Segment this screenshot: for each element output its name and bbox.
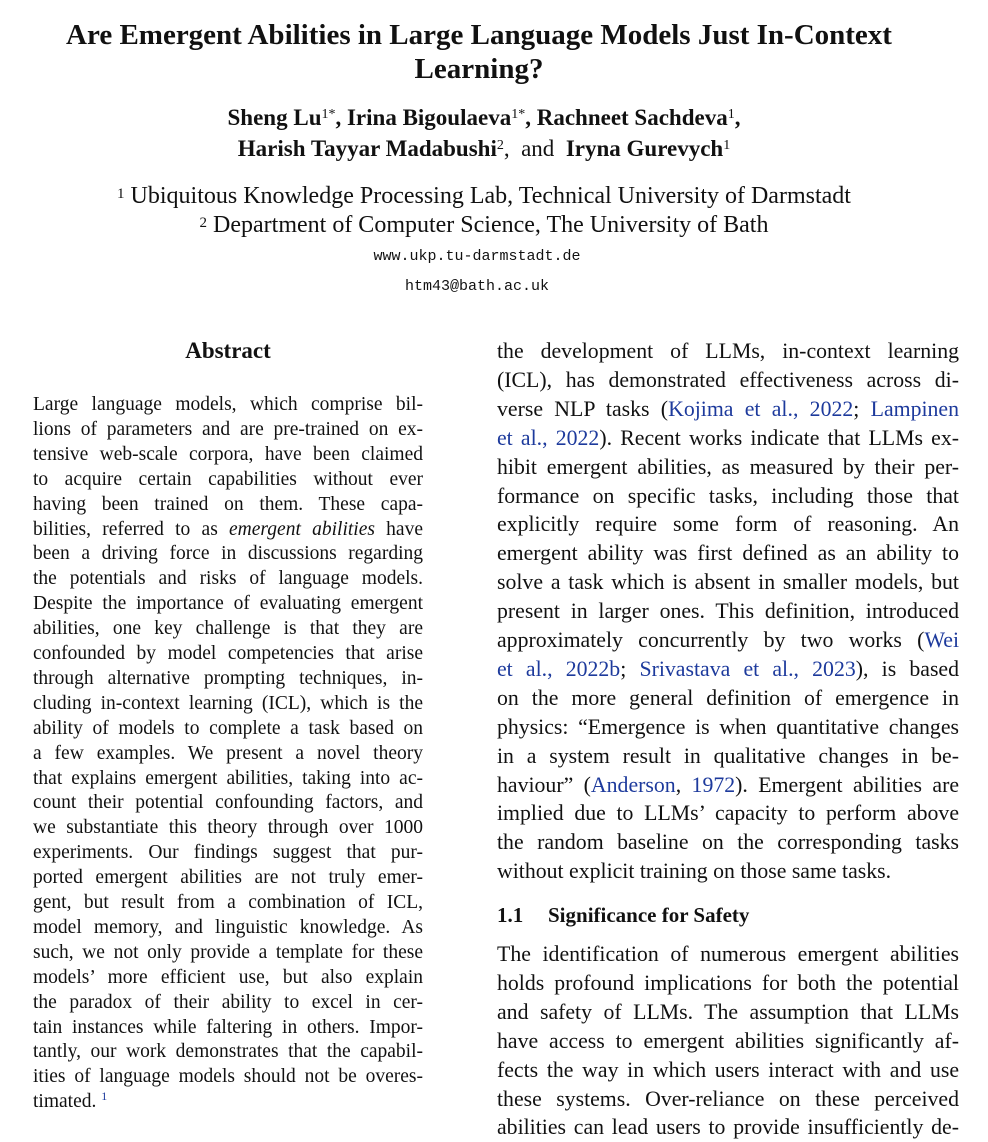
text-span: the potentials and risks of language models. (33, 568, 423, 590)
text-line (33, 917, 423, 939)
text-span: model memory, and linguistic knowledge. As (33, 916, 423, 938)
text-line (497, 859, 959, 884)
text-span: , (675, 772, 692, 797)
author-affiliation-mark: 1* (511, 107, 526, 122)
text-line (33, 967, 423, 989)
emphasis-text: emergent abilities (229, 518, 375, 540)
footnote-marker[interactable]: 1 (101, 1089, 108, 1104)
text-line (33, 942, 423, 964)
citation-link[interactable]: Wei (924, 628, 959, 652)
text-line (497, 830, 959, 855)
author-list (0, 102, 968, 164)
text-line (33, 394, 423, 416)
text-span: the development of LLMs, in-context learning (497, 339, 959, 363)
text-span: ; (853, 396, 871, 421)
text-line (497, 773, 959, 798)
text-span: abilities can lead users to provide insufficiently de- (497, 1115, 959, 1140)
affiliation-line (0, 211, 968, 240)
author-affiliation-mark: 1 (723, 138, 731, 153)
text-line (497, 397, 959, 422)
author-name: Harish Tayyar Madabushi (237, 136, 497, 161)
text-line (33, 543, 423, 565)
text-line (497, 1115, 959, 1140)
text-span: in a system result in qualitative changes in be- (497, 743, 959, 768)
text-span: solve a task which is absent in smaller models, but (497, 570, 959, 595)
text-line (33, 1091, 423, 1113)
text-line (33, 494, 423, 516)
text-line (497, 942, 959, 967)
text-line (497, 455, 959, 480)
text-line (33, 568, 423, 590)
citation-link[interactable]: et al., 2022 (497, 425, 600, 450)
text-line (497, 1058, 959, 1083)
text-span: these systems. Over-reliance on these perceived (497, 1086, 959, 1111)
text-line (33, 743, 423, 765)
text-span: abilities, one key challenge is that they are (33, 618, 423, 640)
text-line (497, 339, 959, 364)
author-line-2 (0, 133, 968, 164)
text-span: ; (620, 656, 640, 681)
author-affiliation-mark: 2 (496, 138, 504, 153)
text-span: physics: “Emergence is when quantitative changes (497, 714, 959, 739)
author-separator: , (525, 105, 537, 130)
section-number: 1.1 (497, 903, 524, 927)
text-line (497, 570, 959, 595)
text-span: tensive web-scale corpora, have been claimed (33, 443, 423, 465)
text-line (497, 512, 959, 537)
email-link[interactable]: htm43@bath.ac.uk (404, 278, 550, 295)
text-span: tantly, our work demonstrates that the capabil- (33, 1041, 423, 1063)
text-span: emergent ability was first defined as an ability to (497, 541, 959, 566)
text-span: fects the way in which users interact with and use (497, 1057, 959, 1082)
text-line (33, 792, 423, 814)
text-span: approximately concurrently by two works ( (497, 628, 925, 652)
text-line (497, 368, 959, 393)
text-line (497, 426, 959, 451)
text-line (497, 599, 959, 624)
text-span: Despite the importance of evaluating emergent (33, 593, 423, 615)
text-line (497, 715, 959, 740)
text-span: having been trained on them. These capa- (33, 493, 423, 515)
text-span: bilities, referred to as (33, 518, 230, 540)
text-line (33, 768, 423, 790)
text-span: The identification of numerous emergent abilities (497, 942, 959, 966)
text-span: lions of parameters and are pre-trained on ex- (33, 418, 423, 440)
author-separator: , and (503, 136, 566, 161)
text-span: the random baseline on the corresponding tasks (497, 830, 959, 855)
text-span: without explicit training on those same tasks. (497, 859, 892, 884)
text-span: such, we not only provide a template for these (33, 941, 423, 963)
text-span: verse NLP tasks ( (497, 396, 669, 421)
text-line (33, 444, 423, 466)
text-line (497, 686, 959, 711)
section-title: Significance for Safety (548, 903, 750, 927)
text-line (33, 817, 423, 839)
text-span: tain instances while faltering in others. Impor- (33, 1016, 423, 1038)
citation-link[interactable]: et al., 2022b (497, 656, 621, 681)
author-line-1 (0, 102, 968, 133)
affiliation-text: Ubiquitous Knowledge Processing Lab, Technical University of Darmstadt (124, 183, 851, 209)
text-line (497, 1000, 959, 1025)
text-line (33, 1017, 423, 1039)
text-span: ities of language models should not be overes- (33, 1066, 423, 1088)
text-span: ported emergent abilities are not truly emer- (33, 867, 423, 889)
citation-link[interactable]: Anderson (590, 772, 676, 797)
text-span: hibit emergent abilities, as measured by their per- (497, 454, 959, 479)
text-span: Large language models, which comprise bil- (33, 394, 423, 415)
text-span: been a driving force in discussions regarding (33, 543, 423, 565)
text-line (33, 469, 423, 491)
text-line (497, 744, 959, 769)
text-span: ). Emergent abilities are (735, 772, 959, 797)
text-line (33, 892, 423, 914)
text-span: holds profound implications for both the potential (497, 970, 959, 995)
text-line (497, 1029, 959, 1054)
text-line (33, 419, 423, 441)
author-separator: , (734, 105, 741, 130)
text-span: timated. (33, 1091, 102, 1113)
author-name: Sheng Lu (227, 105, 322, 130)
text-line (497, 484, 959, 509)
text-line (497, 628, 959, 653)
text-line (497, 1087, 959, 1112)
citation-link[interactable]: Kojima et al., 2022 (668, 396, 854, 421)
text-line (33, 593, 423, 615)
text-span: have (374, 518, 423, 540)
text-line (33, 718, 423, 740)
affiliation-mark: 2 (199, 215, 208, 231)
text-line (33, 1066, 423, 1088)
text-span: and safety of LLMs. The assumption that LLMs (497, 999, 959, 1024)
text-span: confounded by model competencies that arise (33, 643, 423, 664)
author-name: Iryna Gurevych (565, 136, 724, 161)
text-span: ), is based (855, 656, 959, 681)
text-line (33, 867, 423, 889)
website-link[interactable]: www.ukp.tu-darmstadt.de (373, 248, 581, 265)
text-span: haviour” ( (497, 772, 591, 797)
text-line (497, 971, 959, 996)
affiliation-mark: 1 (117, 186, 125, 202)
text-span: present in larger ones. This definition, introduced (497, 599, 959, 624)
citation-link[interactable]: Srivastava et al., 2023 (639, 656, 856, 681)
text-span: on the more general definition of emergence in (497, 685, 959, 710)
text-span: have access to emergent abilities significantly af- (497, 1028, 959, 1053)
text-span: the paradox of their ability to excel in cer- (33, 991, 423, 1013)
text-line (33, 643, 423, 665)
text-span: count their potential confounding factors, and (33, 792, 423, 814)
citation-link[interactable]: Lampinen (870, 396, 959, 421)
text-line (33, 693, 423, 715)
text-span: a few examples. We present a novel theory (33, 742, 423, 764)
text-line (33, 618, 423, 640)
author-name: Rachneet Sachdeva (536, 105, 728, 130)
text-span: ). Recent works indicate that LLMs ex- (599, 425, 959, 450)
paper-title: Are Emergent Abilities in Large Language Models Just In-Context Learning? (66, 19, 892, 85)
text-line (33, 842, 423, 864)
author-separator: , (335, 105, 347, 130)
abstract-heading: Abstract (185, 338, 271, 363)
text-span: to acquire certain capabilities without ever (33, 468, 423, 490)
affiliations (0, 182, 968, 240)
citation-link[interactable]: 1972 (691, 772, 736, 797)
text-span: formance on specific tasks, including those that (497, 483, 959, 508)
author-name: Irina Bigoulaeva (346, 105, 512, 130)
author-affiliation-mark: 1* (321, 107, 336, 122)
text-line (33, 1041, 423, 1063)
text-line (33, 519, 423, 541)
text-span: through alternative prompting techniques, in- (33, 667, 423, 689)
affiliation-text: Department of Computer Science, The University of Bath (207, 212, 769, 238)
text-line (497, 657, 959, 682)
text-span: that explains emergent abilities, taking into ac- (33, 767, 423, 789)
text-span: models’ more efficient use, but also explain (33, 966, 423, 988)
text-span: explicitly require some form of reasoning. An (497, 512, 959, 537)
text-span: implied due to LLMs’ capacity to perform above (497, 801, 959, 826)
section-heading (497, 903, 749, 928)
text-span: experiments. Our findings suggest that pur- (33, 842, 423, 864)
text-span: ability of models to complete a task based on (33, 717, 423, 739)
text-span: gent, but result from a combination of ICL, (33, 892, 423, 913)
text-line (497, 541, 959, 566)
text-line (33, 992, 423, 1014)
author-affiliation-mark: 1 (727, 107, 735, 122)
affiliation-line (0, 182, 968, 211)
text-span: (ICL), has demonstrated effectiveness across di- (497, 367, 959, 392)
text-line (497, 801, 959, 826)
text-span: we substantiate this theory through over 1000 (33, 817, 423, 839)
text-line (33, 668, 423, 690)
text-span: cluding in-context learning (ICL), which is the (33, 692, 423, 714)
